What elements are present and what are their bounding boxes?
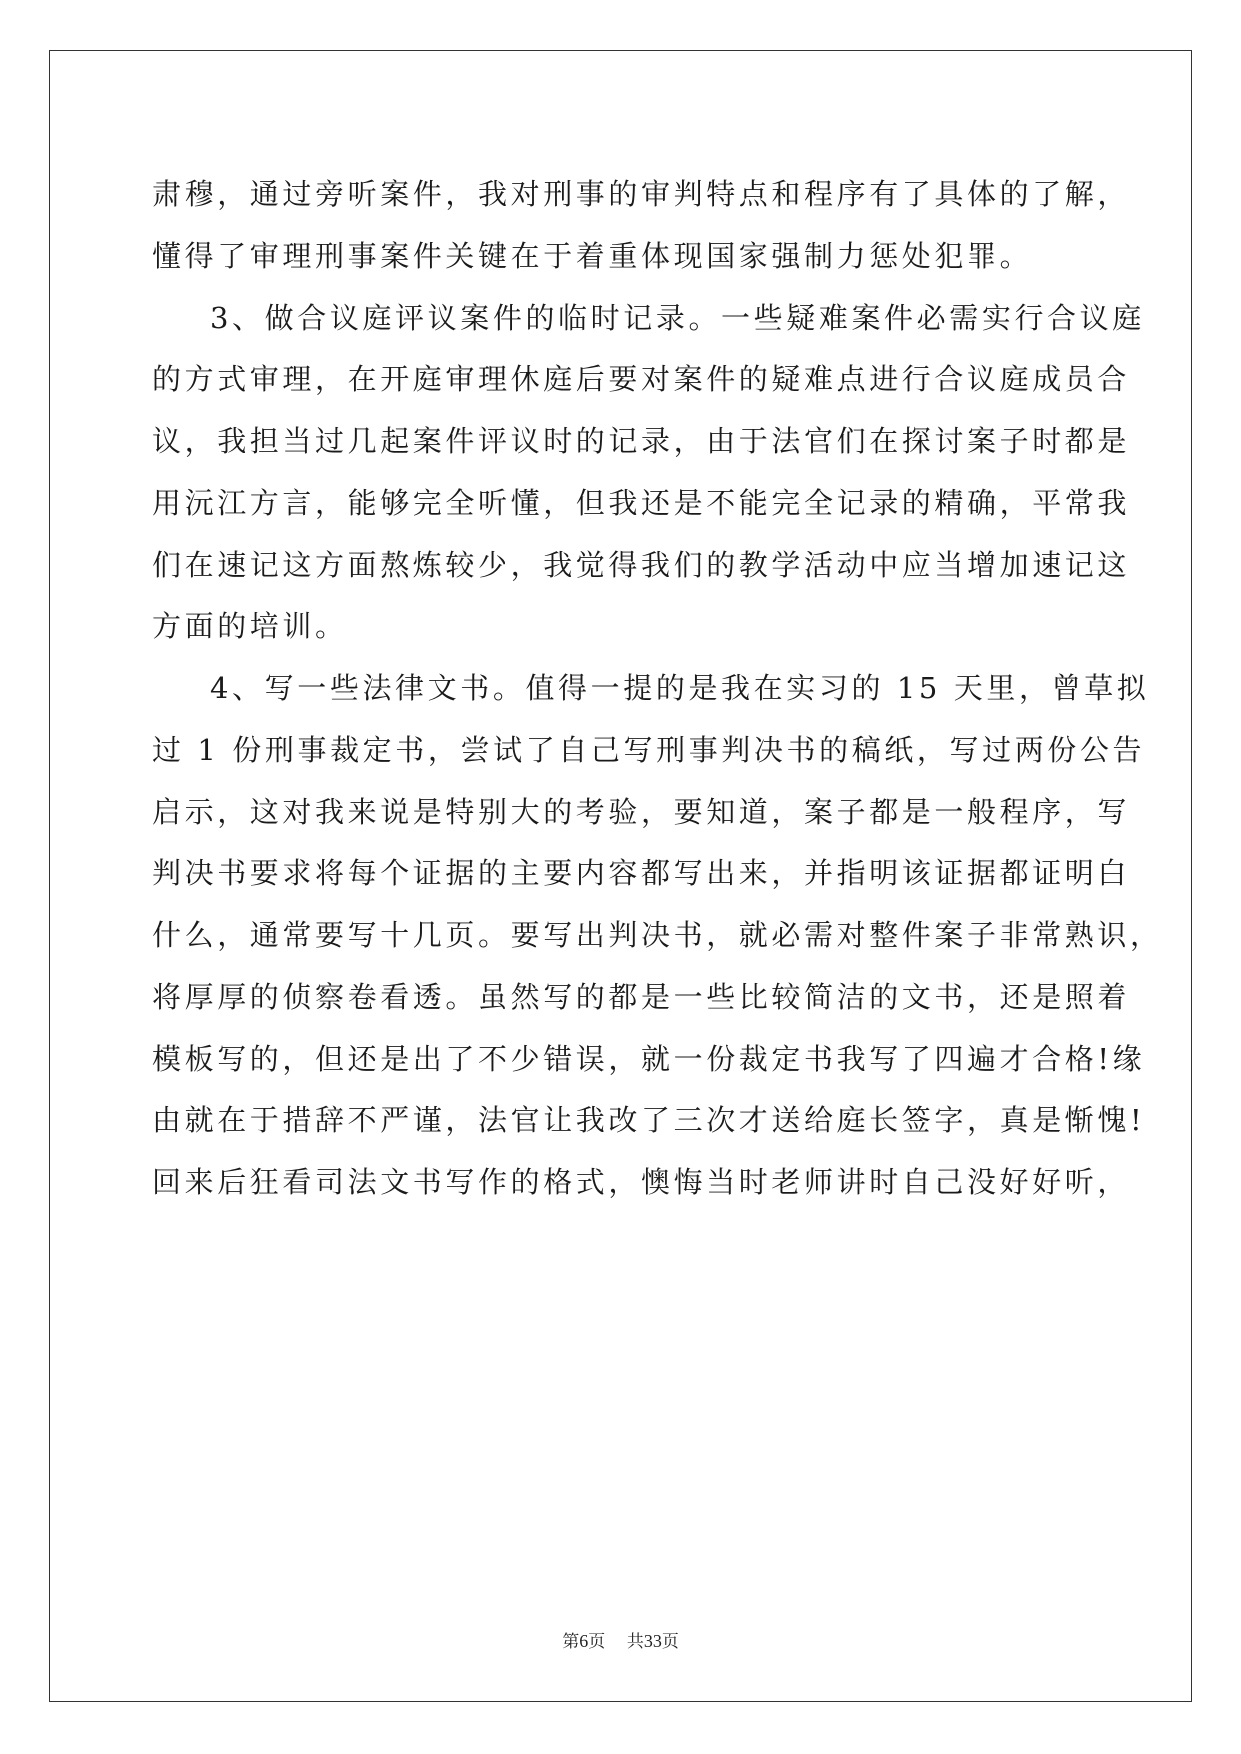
page-total: 33 xyxy=(643,1631,662,1651)
text-line: 肃穆，通过旁听案件，我对刑事的审判特点和程序有了具体的了解， xyxy=(152,177,1131,211)
paragraph-start-line: 4、写一些法律文书。值得一提的是我在实习的 15 天里，曾草拟 xyxy=(210,671,1150,705)
text-line: 懂得了审理刑事案件关键在于着重体现国家强制力惩处犯罪。 xyxy=(152,238,1033,273)
text-line: 方面的培训。 xyxy=(152,609,348,644)
text-line: 的方式审理，在开庭审理休庭后要对案件的疑难点进行合议庭成员合 xyxy=(152,362,1131,397)
text-line: 由就在于措辞不严谨，法官让我改了三次才送给庭长签字，真是惭愧! xyxy=(152,1103,1146,1138)
page-number: 6 xyxy=(579,1631,589,1651)
total-suffix: 页 xyxy=(661,1632,679,1652)
text-line: 回来后狂看司法文书写作的格式，懊悔当时老师讲时自己没好好听， xyxy=(152,1165,1131,1199)
text-line: 模板写的，但还是出了不少错误，就一份裁定书我写了四遍才合格!缘 xyxy=(152,1041,1146,1076)
text-line: 议，我担当过几起案件评议时的记录，由于法官们在探讨案子时都是 xyxy=(152,424,1131,458)
text-line: 判决书要求将每个证据的主要内容都写出来，并指明该证据都证明白 xyxy=(152,856,1131,891)
text-line: 启示，这对我来说是特别大的考验，要知道，案子都是一般程序，写 xyxy=(152,794,1131,829)
document-body xyxy=(152,164,1163,1214)
page-suffix: 页 xyxy=(588,1632,606,1652)
text-line: 用沅江方言，能够完全听懂，但我还是不能完全记录的精确，平常我 xyxy=(152,485,1131,520)
text-line: 过 1 份刑事裁定书，尝试了自己写刑事判决书的稿纸，写过两份公告 xyxy=(152,732,1146,767)
text-line: 什么，通常要写十几页。要写出判决书，就必需对整件案子非常熟识， xyxy=(152,918,1163,952)
total-prefix: 共 xyxy=(626,1632,644,1652)
page-footer xyxy=(0,1630,1241,1653)
paragraph-start-line: 3、做合议庭评议案件的临时记录。一些疑难案件必需实行合议庭 xyxy=(210,300,1145,335)
page-prefix: 第 xyxy=(562,1632,580,1652)
text-line: 们在速记这方面熬炼较少，我觉得我们的教学活动中应当增加速记这 xyxy=(152,547,1131,582)
text-line: 将厚厚的侦察卷看透。虽然写的都是一些比较简洁的文书，还是照着 xyxy=(152,979,1131,1014)
